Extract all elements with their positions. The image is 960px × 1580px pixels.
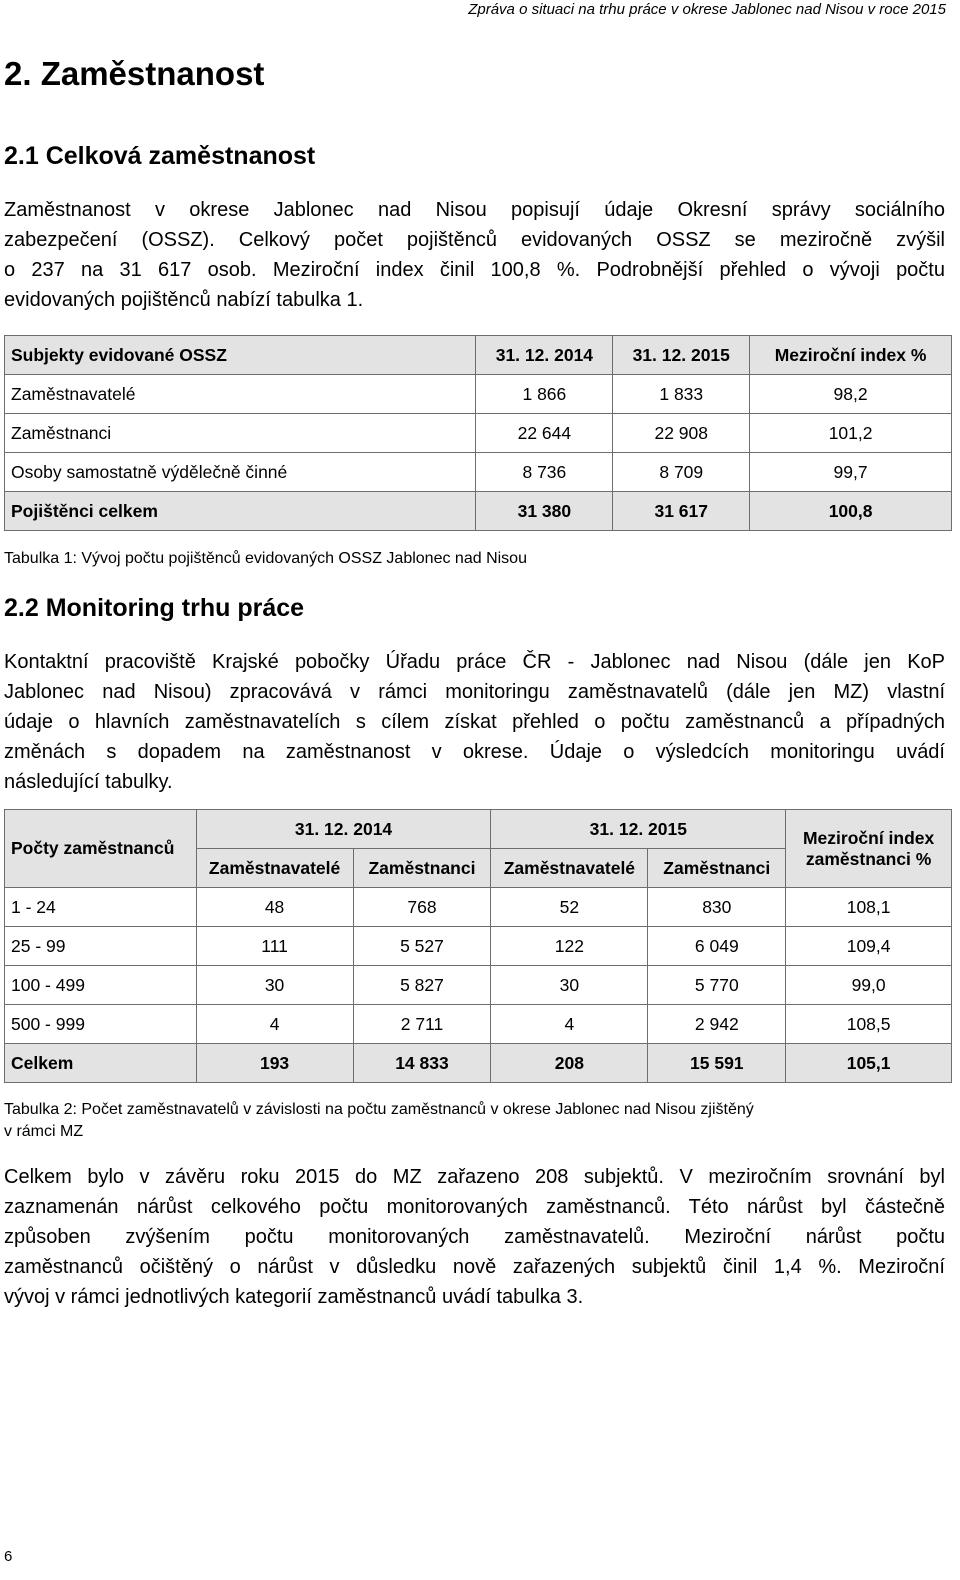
cell: 108,1 (786, 888, 952, 927)
paragraph-line: zaznamenán nárůst celkového počtu monitorovaných zaměstnanců. Této nárůst byl částečně (4, 1196, 945, 1218)
row-label: Zaměstnavatelé (5, 375, 476, 414)
row-label: Celkem (5, 1044, 197, 1083)
cell: 48 (196, 888, 353, 927)
header-cell: Zaměstnavatelé (196, 849, 353, 888)
cell: 122 (491, 927, 648, 966)
header-cell: 31. 12. 2014 (476, 336, 613, 375)
cell: 30 (196, 966, 353, 1005)
paragraph-line: Jablonec nad Nisou) zpracovává v rámci monitoringu zaměstnavatelů (dále jen MZ) vlastní (4, 681, 945, 703)
cell: 6 049 (648, 927, 786, 966)
cell: 830 (648, 888, 786, 927)
cell: 8 736 (476, 453, 613, 492)
cell: 15 591 (648, 1044, 786, 1083)
cell: 208 (491, 1044, 648, 1083)
table-1-caption: Tabulka 1: Vývoj počtu pojištěnců evidovaných OSSZ Jablonec nad Nisou (4, 550, 527, 567)
cell: 31 617 (613, 492, 750, 531)
table-row (5, 1005, 952, 1044)
page-number: 6 (4, 1548, 13, 1565)
table-row (5, 453, 952, 492)
paragraph-closing (4, 1162, 945, 1312)
cell: 5 827 (353, 966, 491, 1005)
table-row (5, 966, 952, 1005)
row-label: 1 - 24 (5, 888, 197, 927)
cell: 100,8 (750, 492, 952, 531)
table-employers-by-size (4, 809, 952, 1083)
cell: 109,4 (786, 927, 952, 966)
paragraph-monitoring (4, 647, 945, 797)
row-label: 500 - 999 (5, 1005, 197, 1044)
header-cell: Subjekty evidované OSSZ (5, 336, 476, 375)
cell: 105,1 (786, 1044, 952, 1083)
paragraph-line: evidovaných pojištěnců nabízí tabulka 1. (4, 289, 364, 311)
cell: 31 380 (476, 492, 613, 531)
header-cell: Zaměstnanci (648, 849, 786, 888)
cell: 768 (353, 888, 491, 927)
table-total-row (5, 1044, 952, 1083)
cell: 98,2 (750, 375, 952, 414)
table-total-row (5, 492, 952, 531)
cell: 2 711 (353, 1005, 491, 1044)
row-label: Pojištěnci celkem (5, 492, 476, 531)
paragraph-line: způsoben zvýšením počtu monitorovaných zaměstnavatelů. Meziroční nárůst počtu (4, 1226, 945, 1248)
paragraph-line: změnách s dopadem na zaměstnanost v okrese. Údaje o výsledcích monitoringu uvádí (4, 741, 945, 763)
row-label: 100 - 499 (5, 966, 197, 1005)
subsection-title-2-1: 2.1 Celková zaměstnanost (4, 142, 316, 170)
running-header: Zpráva o situaci na trhu práce v okrese Jablonec nad Nisou v roce 2015 (468, 1, 946, 18)
caption-line: Tabulka 2: Počet zaměstnavatelů v závislosti na počtu zaměstnanců v okrese Jablonec nad Nisou zjištěný (4, 1101, 754, 1118)
table-row (5, 927, 952, 966)
row-label: Zaměstnanci (5, 414, 476, 453)
cell: 1 866 (476, 375, 613, 414)
paragraph-line: zaměstnanců očištěný o nárůst v důsledku nově zařazených subjektů činil 1,4 %. Meziroční (4, 1256, 945, 1278)
table-header-row (5, 336, 952, 375)
cell: 111 (196, 927, 353, 966)
cell: 5 527 (353, 927, 491, 966)
cell: 193 (196, 1044, 353, 1083)
paragraph-line: údaje o hlavních zaměstnavatelích s cílem získat přehled o počtu zaměstnanců a případných (4, 711, 945, 733)
cell: 99,0 (786, 966, 952, 1005)
paragraph-total-employment (4, 195, 945, 315)
cell: 30 (491, 966, 648, 1005)
cell: 2 942 (648, 1005, 786, 1044)
cell: 108,5 (786, 1005, 952, 1044)
header-cell: Počty zaměstnanců (5, 810, 197, 888)
caption-line: v rámci MZ (4, 1123, 84, 1140)
row-label: 25 - 99 (5, 927, 197, 966)
row-label: Osoby samostatně výdělečně činné (5, 453, 476, 492)
cell: 22 644 (476, 414, 613, 453)
table-row (5, 414, 952, 453)
header-cell: 31. 12. 2015 (613, 336, 750, 375)
cell: 14 833 (353, 1044, 491, 1083)
subsection-title-2-2: 2.2 Monitoring trhu práce (4, 594, 305, 622)
header-cell: Meziroční index % (750, 336, 952, 375)
paragraph-line: vývoj v rámci jednotlivých kategorií zaměstnanců uvádí tabulka 3. (4, 1286, 584, 1308)
section-title: 2. Zaměstnanost (4, 55, 265, 92)
paragraph-line: o 237 na 31 617 osob. Meziroční index činil 100,8 %. Podrobnější přehled o vývoji počtu (4, 259, 945, 281)
paragraph-line: Celkem bylo v závěru roku 2015 do MZ zařazeno 208 subjektů. V meziročním srovnání byl (4, 1166, 945, 1188)
header-cell-date: 31. 12. 2014 (196, 810, 491, 849)
header-cell: Zaměstnanci (353, 849, 491, 888)
table-ossz-subjects (4, 335, 952, 531)
cell: 1 833 (613, 375, 750, 414)
cell: 8 709 (613, 453, 750, 492)
header-cell: Zaměstnavatelé (491, 849, 648, 888)
paragraph-line: zabezpečení (OSSZ). Celkový počet pojištěnců evidovaných OSSZ se meziročně zvýšil (4, 229, 945, 251)
cell: 5 770 (648, 966, 786, 1005)
cell: 4 (491, 1005, 648, 1044)
paragraph-line: následující tabulky. (4, 771, 173, 793)
cell: 99,7 (750, 453, 952, 492)
header-cell-date: 31. 12. 2015 (491, 810, 786, 849)
table-2-caption (4, 1099, 754, 1143)
table-row (5, 375, 952, 414)
header-cell: Meziroční index zaměstnanci % (786, 810, 952, 888)
cell: 22 908 (613, 414, 750, 453)
paragraph-line: Zaměstnanost v okrese Jablonec nad Nisou popisují údaje Okresní správy sociálního (4, 199, 945, 221)
cell: 4 (196, 1005, 353, 1044)
table-row (5, 888, 952, 927)
cell: 101,2 (750, 414, 952, 453)
paragraph-line: Kontaktní pracoviště Krajské pobočky Úřadu práce ČR - Jablonec nad Nisou (dále jen KoP (4, 651, 945, 673)
table-header-row (5, 810, 952, 849)
cell: 52 (491, 888, 648, 927)
